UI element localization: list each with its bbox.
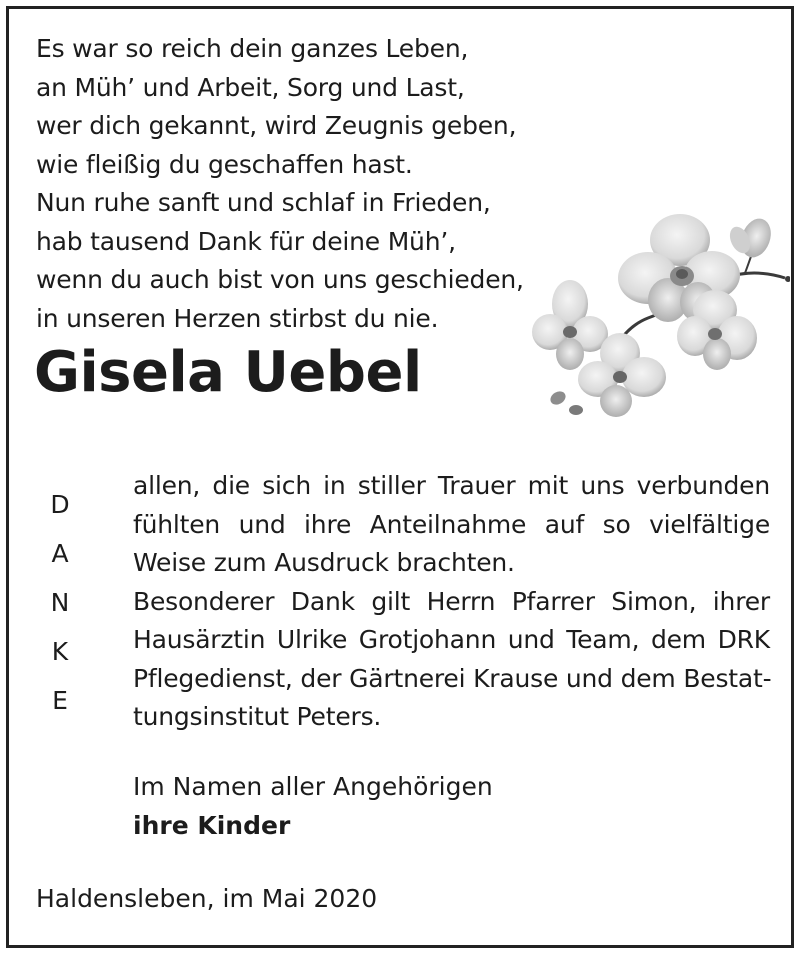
thanks-line: Weise zum Ausdruck brachten. bbox=[133, 548, 515, 577]
poem bbox=[36, 30, 524, 338]
poem-line: Es war so reich dein ganzes Leben, bbox=[36, 34, 469, 63]
deceased-name: Gisela Uebel bbox=[34, 340, 422, 405]
poem-line: in unseren Herzen stirbst du nie. bbox=[36, 303, 439, 333]
poem-line: an Müh’ und Arbeit, Sorg und Last, bbox=[36, 72, 465, 102]
thanks-text bbox=[133, 467, 770, 737]
danke-letter: A bbox=[51, 539, 69, 568]
thanks-line: allen, die sich in stiller Trauer mit uns verbunden bbox=[133, 471, 770, 500]
poem-line: hab tausend Dank für deine Müh’, bbox=[36, 226, 456, 256]
thanks-line: Hausärztin Ulrike Grotjohann und Team, dem DRK bbox=[133, 625, 770, 654]
signature bbox=[133, 768, 493, 845]
danke-letter: E bbox=[52, 686, 68, 715]
danke-vertical bbox=[44, 480, 76, 725]
poem-line: Nun ruhe sanft und schlaf in Frieden, bbox=[36, 188, 491, 217]
thanks-line: tungsinstitut Peters. bbox=[133, 702, 382, 731]
thanks-line: Pflegedienst, der Gärtnerei Krause und dem Bestat- bbox=[133, 663, 772, 693]
danke-letter: K bbox=[51, 637, 69, 666]
orchid-icon bbox=[530, 200, 790, 425]
poem-line: wer dich gekannt, wird Zeugnis geben, bbox=[36, 111, 517, 140]
place-date: Haldensleben, im Mai 2020 bbox=[36, 884, 378, 913]
thanks-line: Besonderer Dank gilt Herrn Pfarrer Simon, ihrer bbox=[133, 586, 770, 616]
poem-line: wenn du auch bist von uns geschieden, bbox=[36, 265, 524, 294]
signature-line: Im Namen aller Angehörigen bbox=[133, 772, 493, 801]
danke-letter: D bbox=[50, 490, 70, 519]
danke-letter: N bbox=[50, 588, 70, 617]
thanks-line: fühlten und ihre Anteilnahme auf so vielfältige bbox=[133, 509, 770, 539]
signature-family: ihre Kinder bbox=[133, 810, 291, 840]
poem-line: wie fleißig du geschaffen hast. bbox=[36, 149, 413, 179]
